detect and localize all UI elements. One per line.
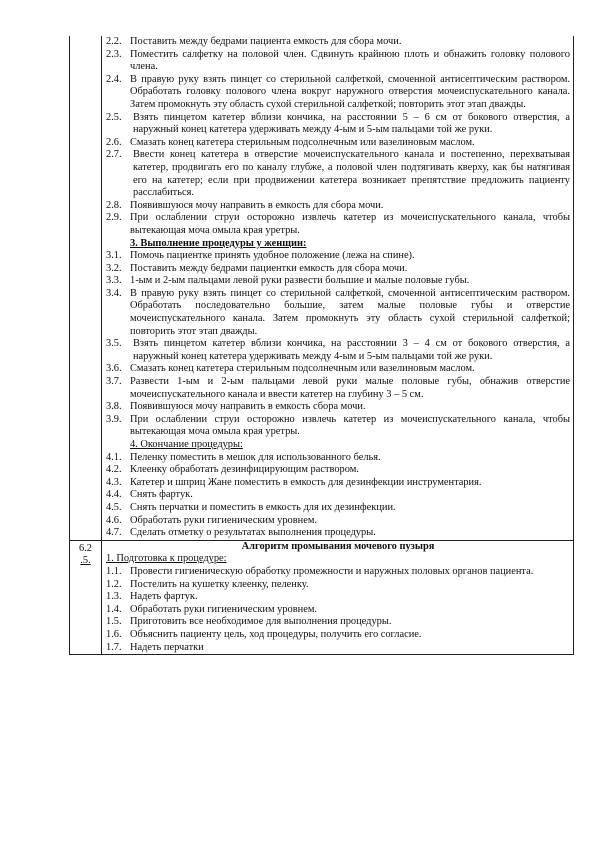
item-text: Объяснить пациенту цель, ход процедуры, получить его согласие. (130, 628, 422, 640)
item-text: Сделать отметку о результатах выполнения процедуры. (130, 527, 376, 539)
row-number-line2: .5. (80, 555, 91, 567)
list-item (106, 200, 570, 213)
item-text: Поставить между бедрами пациентки емкость для сбора мочи. (130, 262, 408, 274)
list-item (106, 36, 570, 49)
item-number: 4.3. (106, 476, 122, 488)
item-text: Поставить между бедрами пациента емкость для сбора мочи. (130, 36, 402, 47)
list-item (106, 414, 570, 439)
item-text: Пеленку поместить в мешок для использованного белья. (130, 451, 381, 463)
item-number: 3.6. (106, 363, 122, 375)
list-item (106, 149, 570, 199)
item-text: Приготовить все необходимое для выполнения процедуры. (130, 616, 392, 628)
item-number: 2.8. (106, 199, 122, 211)
list-item (106, 263, 570, 276)
item-number: 3.7. (106, 376, 122, 388)
item-number: 4.2. (106, 464, 122, 476)
list-item (106, 288, 570, 338)
item-text: Смазать конец катетера стерильным подсолнечным или вазелиновым маслом. (130, 136, 475, 148)
item-text: Появившуюся мочу направить в емкость сбора мочи. (130, 401, 366, 413)
items-list-d (106, 566, 570, 654)
item-text: Постелить на кушетку клеенку, пеленку. (130, 578, 309, 590)
item-number: 2.2. (106, 36, 122, 47)
list-item (106, 502, 570, 515)
item-number: 4.5. (106, 501, 122, 513)
item-number: 1.4. (106, 603, 122, 615)
item-number: 3.8. (106, 401, 122, 413)
item-number: 4.7. (106, 527, 122, 539)
item-number: 1.6. (106, 628, 122, 640)
item-number: 1.7. (106, 641, 122, 653)
section-heading-1: 1. Подготовка к процедуре: (106, 553, 227, 565)
item-number: 1.5. (106, 616, 122, 628)
item-number: 2.5. (106, 111, 122, 123)
row-number-line1: 6.2 (79, 542, 92, 554)
row-content-bottom (102, 541, 573, 654)
list-item (106, 49, 570, 74)
item-number: 2.4. (106, 73, 122, 85)
item-text: Провести гигиеническую обработку промежности и наружных половых органов пациента. (130, 565, 534, 577)
list-item (106, 212, 570, 237)
list-item (106, 591, 570, 604)
list-item (106, 579, 570, 592)
table-row-bottom (70, 540, 573, 654)
items-list-a (106, 36, 570, 238)
item-number: 3.3. (106, 275, 122, 287)
item-text: Снять перчатки и поместить в емкость для их дезинфекции. (130, 501, 396, 513)
item-text: 1-ым и 2-ым пальцами левой руки развести большие и малые половые губы. (130, 275, 470, 287)
list-item (106, 642, 570, 655)
item-text: Смазать конец катетера стерильным подсолнечным или вазелиновым маслом. (130, 363, 475, 375)
item-text: Взять пинцетом катетер вблизи кончика, на расстоянии 3 – 4 см от бокового отверстия, а наружный конец катетера удерживать между 4-ым и 5-ым пальцами той же руки. (133, 338, 570, 362)
items-list-b (106, 250, 570, 439)
list-item (106, 604, 570, 617)
list-item (106, 489, 570, 502)
algorithm-title: Алгоритм промывания мочевого пузыря (241, 540, 435, 552)
item-text: Поместить салфетку на половой член. Сдвинуть крайнюю плоть и обнажить головку полового члена. (130, 48, 570, 73)
list-item (106, 566, 570, 579)
item-text: Снять фартук. (130, 489, 193, 501)
section-heading-3: 3. Выполнение процедуры у женщин: (130, 237, 307, 249)
item-text: В правую руку взять пинцет со стерильной салфеткой, смоченной антисептическим раствором. Обработать головку полового члена вокруг наружного отверстия мочеиспускательного канала. Затем промокнуть эту область сухой стерильной салфеткой; повторить этот этап дважды. (130, 73, 570, 110)
list-item (106, 515, 570, 528)
list-item (106, 616, 570, 629)
item-text: Взять пинцетом катетер вблизи кончика, на расстоянии 5 – 6 см от бокового отверстия, а наружный конец катетера удерживать между 4-ым и 5-ым пальцами той же руки. (133, 111, 570, 136)
item-text: Клеенку обработать дезинфицирующим раствором. (130, 464, 359, 476)
list-item (106, 477, 570, 490)
table-row-top (70, 36, 573, 540)
procedure-table (69, 36, 574, 655)
list-item (106, 137, 570, 150)
item-text: В правую руку взять пинцет со стерильной салфеткой, смоченной антисептическим раствором. Обработать последовательно большие, затем малые половые губы и отверстие мочеиспускательного канала. Затем промокнуть эту область сухой стерильной салфеткой; повторить этот этап дважды. (130, 287, 570, 337)
list-item (106, 363, 570, 376)
item-text: При ослаблении струи осторожно извлечь катетер из мочеиспускательного канала, чтобы вытекающая моча омыла края уретры. (130, 212, 570, 236)
item-number: 2.9. (106, 212, 122, 224)
item-text: Надеть перчатки (130, 641, 204, 653)
item-number: 2.6. (106, 136, 122, 148)
item-number: 4.6. (106, 514, 122, 526)
item-text: Помочь пациентке принять удобное положение (лежа на спине). (130, 250, 415, 262)
item-number: 3.2. (106, 262, 122, 274)
list-item (106, 338, 570, 363)
item-text: Обработать руки гигиеническим уровнем. (130, 603, 317, 615)
list-item (106, 275, 570, 288)
item-text: Развести 1-ым и 2-ым пальцами левой руки малые половые губы, обнажив отверстие мочеиспускательного канала и ввести катетер на глубину 3 – 5 см. (130, 376, 570, 400)
items-list-c (106, 452, 570, 540)
item-number: 4.4. (106, 489, 122, 501)
row-content-top (102, 36, 573, 540)
list-item (106, 464, 570, 477)
list-item (106, 112, 570, 137)
row-number-cell (70, 36, 102, 540)
item-number: 3.5. (106, 338, 122, 350)
item-number: 3.9. (106, 413, 122, 425)
item-number: 1.2. (106, 578, 122, 590)
list-item (106, 376, 570, 401)
list-item (106, 452, 570, 465)
item-text: Ввести конец катетера в отверстие мочеиспускательного канала и постепенно, перехватывая катетер, продвигать его по каналу глубже, а половой член подтягивать кверху, как бы натягивая его на катетер; если при продвижении катетера возникает препятствие предложить пациенту расслабиться. (133, 149, 570, 199)
item-text: При ослаблении струи осторожно извлечь катетер из мочеиспускательного канала, чтобы вытекающая моча омыла края уретры. (130, 413, 570, 438)
list-item (106, 250, 570, 263)
item-text: Надеть фартук. (130, 591, 198, 603)
list-item (106, 527, 570, 540)
item-number: 3.1. (106, 250, 122, 262)
item-number: 3.4. (106, 287, 122, 299)
item-number: 4.1. (106, 451, 122, 463)
item-number: 2.3. (106, 48, 122, 60)
item-text: Обработать руки гигиеническим уровнем. (130, 514, 317, 526)
list-item (106, 74, 570, 112)
item-number: 1.1. (106, 565, 122, 577)
section-heading-4: 4. Окончание процедуры: (130, 439, 243, 450)
item-number: 1.3. (106, 591, 122, 603)
list-item (106, 401, 570, 414)
list-item (106, 629, 570, 642)
item-number: 2.7. (106, 149, 122, 161)
item-text: Появившуюся мочу направить в емкость для сбора мочи. (130, 199, 384, 211)
item-text: Катетер и шприц Жане поместить в емкость для дезинфекции инструментария. (130, 476, 482, 488)
row-number-cell (70, 541, 102, 654)
